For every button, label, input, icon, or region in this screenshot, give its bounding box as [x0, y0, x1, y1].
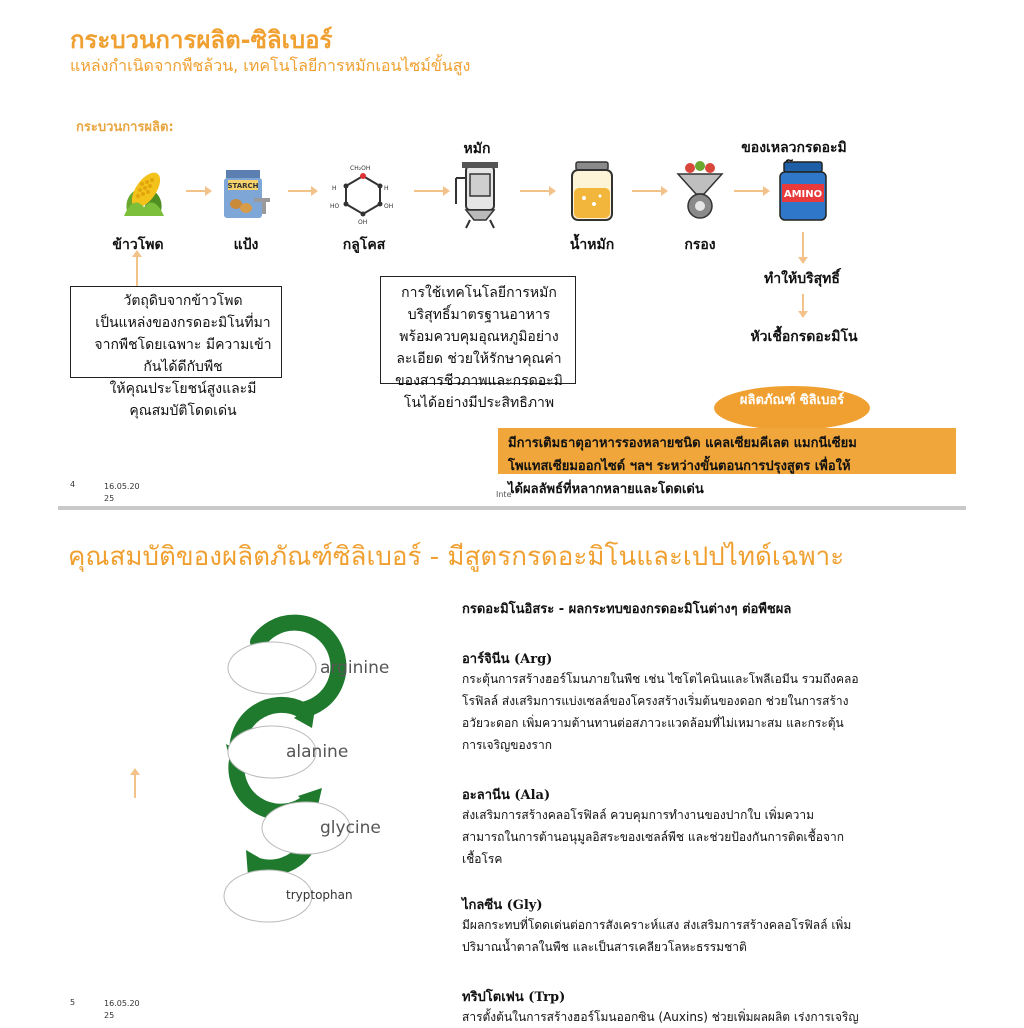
note-line: บริสุทธิ์มาตรฐานอาหาร [407, 307, 551, 323]
product-badge: ผลิตภัณฑ์ ซิลิเบอร์ [714, 386, 870, 430]
note-fermentation-text [376, 282, 582, 414]
amino-name-gly: ไกลซีน (Gly) [462, 898, 543, 913]
chain-label: glycine [320, 818, 381, 838]
banner-line: ได้ผลลัพธ์ที่หลากหลายและโดดเด่น [508, 482, 704, 497]
note-line: จากพืชโดยเฉพาะ มีความเข้า [94, 337, 272, 353]
section-label: กระบวนการผลิต: [76, 120, 174, 135]
svg-text:HO: HO [330, 203, 340, 210]
glucose-molecule-icon [328, 162, 398, 226]
amino-chain-diagram [198, 606, 390, 946]
amino-desc-trp [462, 1006, 932, 1028]
note-line: เป็นแหล่งของกรดอะมิโนที่มา [95, 315, 271, 331]
desc-line: ส่งเสริมการสร้างคลอโรฟิลล์ ควบคุมการทำงานของปากใบ เพิ่มความ [462, 808, 815, 822]
section-heading: กรดอะมิโนอิสระ - ผลกระทบของกรดอะมิโนต่างๆ ต่อพืชผล [462, 602, 792, 617]
step-label-glucose: กลูโคส [342, 237, 386, 253]
flow-arrow [734, 190, 764, 192]
slide-divider [58, 506, 966, 510]
step-label-starch: แป้ง [233, 237, 259, 253]
desc-line: อวัยวะดอก เพิ่มความต้านทานต่อสภาวะแวดล้อมที่ไม่เหมาะสม และกระตุ้น [462, 716, 844, 730]
desc-line: สามารถในการต้านอนุมูลอิสระของเซลล์พืช และช่วยป้องกันการติดเชื้อจาก [462, 830, 844, 844]
note-line: การใช้เทคโนโลยีการหมัก [401, 285, 557, 301]
note-line: ของสารชีวภาพและกรดอะมิ [395, 373, 563, 389]
note-line: คุณสมบัติโดดเด่น [129, 403, 237, 419]
footer-date-line: 16.05.20 [104, 999, 140, 1008]
note-line: กันได้ดีกับพืช [143, 359, 223, 375]
desc-line: โรฟิลล์ ส่งเสริมการแบ่งเซลล์ของโครงสร้างเริ่มต้นของดอก ช่วยในการสร้าง [462, 694, 849, 708]
chain-label: arginine [320, 658, 390, 678]
desc-line: เชื้อโรค [462, 852, 503, 866]
slide-product-properties [58, 512, 966, 1024]
additive-banner-text [508, 432, 954, 501]
flow-arrow [414, 190, 444, 192]
desc-line: มีผลกระทบที่โดดเด่นต่อการสังเคราะห์แสง ส่งเสริมการสร้างคลอโรฟิลล์ เพิ่ม [462, 918, 852, 932]
amino-name-trp: ทริปโตเฟน (Trp) [462, 990, 566, 1005]
svg-text:H: H [384, 185, 389, 192]
flow-arrow [186, 190, 206, 192]
jar-icon [564, 158, 620, 224]
desc-line: สารตั้งต้นในการสร้างฮอร์โมนออกซิน (Auxins) ช่วยเพิ่มผลผลิต เร่งการเจริญ [462, 1010, 859, 1024]
flow-arrow [632, 190, 662, 192]
footer-date-line: 25 [104, 1011, 115, 1020]
svg-text:H: H [332, 185, 337, 192]
desc-line: การเจริญของราก [462, 738, 552, 752]
purify-label: ทำให้บริสุทธิ์ [764, 271, 840, 287]
step-label-ferment: หมัก [463, 141, 491, 157]
note-line: วัตถุดิบจากข้าวโพด [123, 293, 243, 309]
step-label-broth: น้ำหมัก [569, 237, 615, 253]
starch-icon-text: STARCH [227, 182, 259, 190]
flow-arrow [134, 774, 136, 798]
slide-title: กระบวนการผลิต-ซิลิเบอร์ [70, 26, 333, 54]
svg-text:OH: OH [358, 219, 368, 226]
step-label-filter: กรอง [684, 237, 716, 253]
chain-label: alanine [286, 742, 349, 762]
svg-text:OH: OH [384, 203, 394, 210]
svg-text:CH₂OH: CH₂OH [350, 165, 371, 172]
filter-icon [672, 160, 728, 224]
footer-inter: Inte [496, 490, 512, 499]
flow-arrow [520, 190, 550, 192]
page-number: 4 [70, 480, 76, 489]
note-corn-text [58, 290, 308, 422]
footer-date [104, 998, 140, 1022]
amino-jar-icon [774, 158, 832, 224]
amino-desc-ala [462, 804, 932, 870]
fermenter-icon [452, 158, 508, 230]
flow-arrow [802, 232, 804, 258]
starch-icon [218, 166, 274, 224]
footer-date-line: 25 [104, 494, 115, 503]
desc-line: กระตุ้นการสร้างฮอร์โมนภายในพืช เช่น ไซโตไคนินและโพลีเอมีน รวมถึงคลอ [462, 672, 859, 686]
amino-desc-arg [462, 668, 932, 756]
flow-arrow [802, 294, 804, 312]
chain-label: tryptophan [286, 888, 353, 902]
note-line: ให้คุณประโยชน์สูงและมี [109, 381, 257, 397]
amino-icon-text: AMINO [783, 189, 823, 200]
banner-line: มีการเติมธาตุอาหารรองหลายชนิด แคลเซียมคีเลต แมกนีเซียม [508, 436, 857, 451]
note-line: โนได้อย่างมีประสิทธิภาพ [403, 395, 555, 411]
amino-name-arg: อาร์จินีน (Arg) [462, 652, 553, 667]
slide-subtitle: แหล่งกำเนิดจากพืชล้วน, เทคโนโลยีการหมักเอนไซม์ขั้นสูง [70, 56, 471, 75]
slide-title: คุณสมบัติของผลิตภัณฑ์ซิลิเบอร์ - มีสูตรกรดอะมิโนและเปปไทด์เฉพาะ [68, 542, 845, 572]
flow-arrow [136, 256, 138, 286]
step-label-corn: ข้าวโพด [112, 237, 164, 253]
starter-label: หัวเชื้อกรดอะมิโน [750, 329, 858, 345]
footer-date-line: 16.05.20 [104, 482, 140, 491]
desc-line: ปริมาณน้ำตาลในพืช และเป็นสารเคลียวโลหะธรรมชาติ [462, 940, 747, 954]
corn-icon [114, 164, 174, 224]
flow-arrow [288, 190, 312, 192]
amino-desc-gly [462, 914, 932, 958]
footer-date [104, 481, 140, 505]
page-number: 5 [70, 998, 76, 1007]
banner-line: โพแทสเซียมออกไซด์ ฯลฯ ระหว่างขั้นตอนการปรุงสูตร เพื่อให้ [508, 459, 851, 474]
step-label-amino-liquid: ของเหลวกรดอะมิ [741, 140, 847, 156]
amino-name-ala: อะลานีน (Ala) [462, 788, 551, 803]
note-line: พร้อมควบคุมอุณหภูมิอย่าง [399, 329, 559, 345]
note-line: ละเอียด ช่วยให้รักษาคุณค่า [396, 351, 562, 367]
